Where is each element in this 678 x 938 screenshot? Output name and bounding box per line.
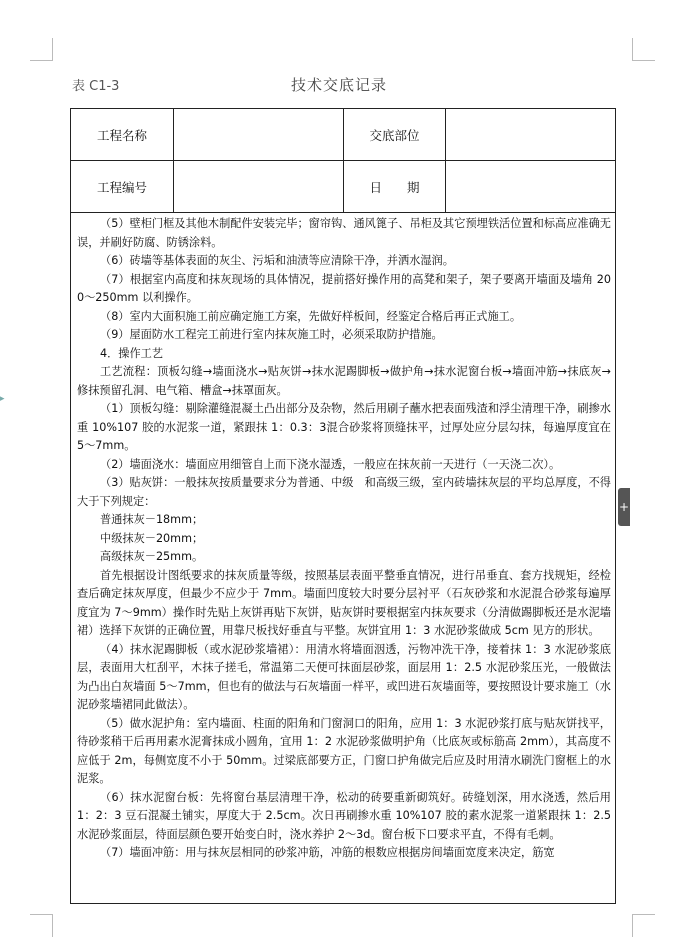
side-panel-toggle-button[interactable] xyxy=(618,488,630,526)
paragraph: （1）顶板勾缝：剔除灌缝混凝土凸出部分及杂物，然后用刷子蘸水把表面残渣和浮尘清理干净，刷掺水重 10%107 胶的水泥浆一道，紧跟抹 1：0.3：3混合砂浆将顶缝抹平，过厚处应分层勾抹，每遍厚度宜在 5～7mm。 xyxy=(77,402,611,452)
left-margin-marker-icon: ▸ xyxy=(0,394,5,404)
project-name-label: 工程名称 xyxy=(71,109,174,160)
project-no-value[interactable] xyxy=(174,161,344,212)
paragraph: （7）墙面冲筋：用与抹灰层相同的砂浆冲筋，冲筋的根数应根据房间墙面宽度来决定，筋宽 xyxy=(100,846,555,859)
paragraph: （3）贴灰饼：一般抹灰按质量要求分为普通、中级 和高级三级，室内砖墙抹灰层的平均总厚度，不得大于下列规定： xyxy=(77,476,611,508)
location-value[interactable] xyxy=(446,109,615,160)
section-heading: 4．操作工艺 xyxy=(100,346,164,360)
location-label: 交底部位 xyxy=(344,109,446,160)
paragraph: （6）抹水泥窗台板：先将窗台基层清理干净，松动的砖要重新砌筑好。砖缝划深，用水浇透，然后用 1：2：3 豆石混凝土铺实，厚度大于 2.5cm。次日再刷掺水重 10%107 胶的素水泥浆一道紧跟抹 1：2.5 水泥砂浆面层，待面层颜色要开始变白时，浇水养护 2～3d。窗台板下口要求平直，不得有毛刺。 xyxy=(77,790,611,841)
page-corner-mark xyxy=(632,914,655,937)
page-corner-mark xyxy=(632,38,655,61)
paragraph: 首先根据设计图纸要求的抹灰质量等级，按照基层表面平整垂直情况，进行吊垂直、套方找规矩，经检查后确定抹灰厚度，但最少不应少于 7mm。墙面凹度较大时要分层衬平（石灰砂浆和水泥混合砂浆每遍厚度宜为 7～9mm）操作时先贴上灰饼再贴下灰饼，贴灰饼时要根据室内抹灰要求（分清做踢脚板还是水泥墙裙）选择下灰饼的正确位置，用靠尺板找好垂直与平整。灰饼宜用 1：3 水泥砂浆做成 5cm 见方的形状。 xyxy=(77,568,611,637)
paragraph: （7）根据室内高度和抹灰现场的具体情况，提前搭好操作用的高凳和架子，架子要离开墙面及墙角 200～250mm 以利操作。 xyxy=(77,272,611,304)
form-code: 表 C1-3 xyxy=(72,79,120,94)
paragraph: 工艺流程：顶板勾缝→墙面浇水→贴灰饼→抹水泥踢脚板→做护角→抹水泥窗台板→墙面冲筋→抹底灰→修抹预留孔洞、电气箱、槽盒→抹罩面灰。 xyxy=(77,365,611,397)
document-title: 技术交底记录 xyxy=(290,76,387,94)
list-item: 中级抹灰－20mm； xyxy=(100,531,204,545)
disclosure-content[interactable] xyxy=(77,215,611,863)
paragraph: （2）墙面浇水：墙面应用细管自上而下浇水湿透，一般应在抹灰前一天进行（一天浇二次）。 xyxy=(100,457,561,471)
paragraph: （4）抹水泥踢脚板（或水泥砂浆墙裙）：用清水将墙面洇透，污物冲洗干净，接着抹 1：3 水泥砂浆底层，表面用大杠刮平，木抹子搓毛，常温第二天便可抹面层砂浆，面层用 1：2.5 水泥砂浆压光，一般做法为凸出白灰墙面 5～7mm，但也有的做法与石灰墙面一样平，或凹进石灰墙面等，要按照设计要求施工（水泥砂浆墙裙同此做法）。 xyxy=(77,642,611,711)
table-row xyxy=(71,109,615,161)
record-table xyxy=(70,108,616,904)
paragraph: （5）壁柜门框及其他木制配件安装完毕；窗帘钩、通风篦子、吊柜及其它预埋铁活位置和标高应准确无误，并刷好防腐、防锈涂料。 xyxy=(77,217,611,249)
date-value[interactable] xyxy=(446,161,615,212)
project-name-value[interactable] xyxy=(174,109,344,160)
page-corner-mark xyxy=(30,914,53,937)
project-no-label: 工程编号 xyxy=(71,161,174,212)
list-item: 普通抹灰－18mm； xyxy=(100,513,204,526)
list-item: 高级抹灰－25mm。 xyxy=(100,550,204,563)
paragraph: （9）屋面防水工程完工前进行室内抹灰施工时，必须采取防护措施。 xyxy=(100,328,443,341)
table-row xyxy=(71,161,615,213)
paragraph: （8）室内大面积施工前应确定施工方案，先做好样板间，经鉴定合格后再正式施工。 xyxy=(100,309,522,323)
paragraph: （6）砖墙等基体表面的灰尘、污垢和油渍等应清除干净，并洒水湿润。 xyxy=(100,254,454,267)
page-corner-mark xyxy=(30,38,53,61)
date-label: 日 期 xyxy=(344,161,446,212)
plus-icon: + xyxy=(618,500,630,514)
paragraph: （5）做水泥护角：室内墙面、柱面的阳角和门窗洞口的阳角，应用 1：3 水泥砂浆打底与贴灰饼找平，待砂浆稍干后再用素水泥膏抹成小圆角，宜用 1：2 水泥砂浆做明护角（比底灰或标筋高 2mm），其高度不应低于 2m，每侧宽度不小于 50mm。过梁底部要方正，门窗口护角做完后应及时用清水刷洗门窗框上的水泥浆。 xyxy=(77,716,611,785)
